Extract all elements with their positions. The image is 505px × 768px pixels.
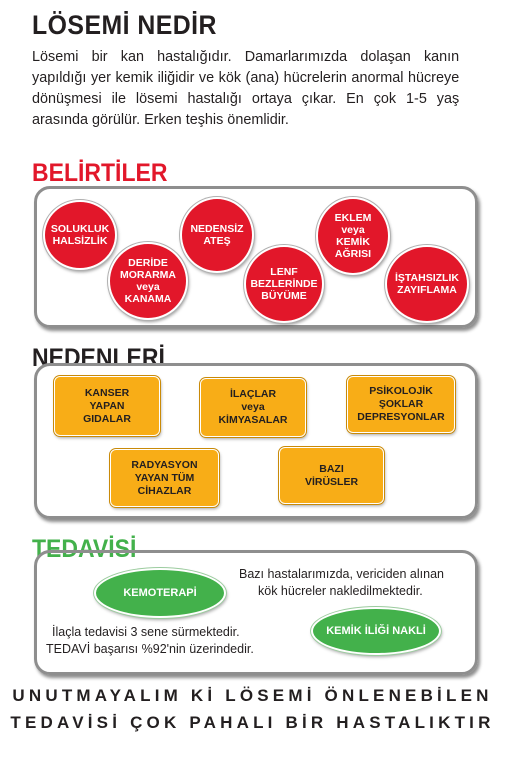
symptom-circle: NEDENSİZ ATEŞ (180, 197, 254, 273)
cause-box: BAZI VİRÜSLER (279, 447, 384, 504)
cause-box: İLAÇLAR veya KİMYASALAR (200, 378, 306, 437)
bone-marrow-transplant-pill: KEMİK İLİĞİ NAKLİ (311, 607, 441, 655)
cause-box: PSİKOLOJİK ŞOKLAR DEPRESYONLAR (347, 376, 455, 433)
treatment-heading: TEDAVİSİ (32, 535, 137, 563)
cause-box: RADYASYON YAYAN TÜM CİHAZLAR (110, 449, 219, 507)
success-text-line2: TEDAVİ başarısı %92'nin üzerindedir. (46, 642, 254, 656)
cause-box: KANSER YAPAN GIDALAR (54, 376, 160, 436)
transplant-text-line2: kök hücreler nakledilmektedir. (258, 584, 423, 598)
symptom-circle: SOLUKLUK HALSİZLİK (43, 200, 117, 270)
causes-heading: NEDENLERİ (32, 344, 165, 372)
symptom-circle: DERİDE MORARMA veya KANAMA (108, 242, 188, 320)
symptom-circle: EKLEM veya KEMİK AĞRISI (316, 197, 390, 275)
footer-line2: TEDAVİSİ ÇOK PAHALI BİR HASTALIKTIR (10, 713, 495, 732)
transplant-text-line1: Bazı hastalarımızda, vericiden alınan (239, 567, 444, 581)
footer-line1: UNUTMAYALIM Kİ LÖSEMİ ÖNLENEBİLEN (12, 686, 493, 705)
duration-text-line1: İlaçla tedavisi 3 sene sürmektedir. (52, 625, 240, 639)
symptom-circle: LENF BEZLERİNDE BÜYÜME (244, 245, 324, 323)
intro-text: Lösemi bir kan hastalığıdır. Damarlarımızda dolaşan kanın yapıldığı yer kemik iliğidir ve kök (ana) hücrelerin anormal hücreye dönüşmesi ile lösemi hastalığı ortaya çıkar. En çok 1-5 yaş arasında görülür. Erken teşhis önemlidir. (32, 48, 460, 128)
symptom-circle: İŞTAHSIZLIK ZAYIFLAMA (385, 245, 469, 323)
chemotherapy-pill: KEMOTERAPİ (94, 568, 226, 618)
symptoms-heading: BELİRTİLER (32, 159, 168, 187)
page-title: LÖSEMİ NEDİR (32, 10, 217, 40)
